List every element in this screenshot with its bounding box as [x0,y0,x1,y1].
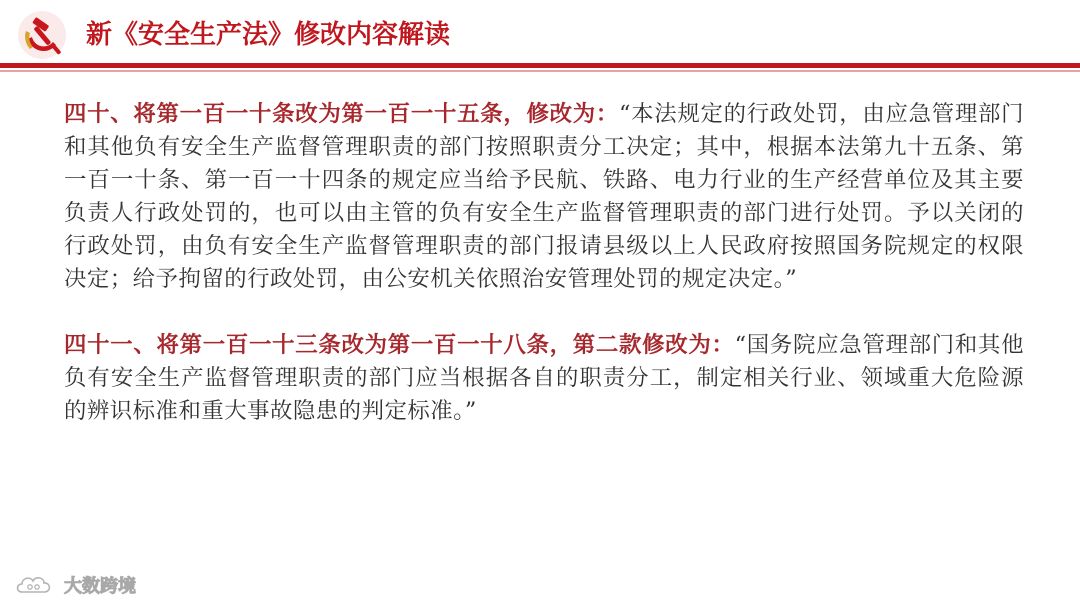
article-lead: 四十一、将第一百一十三条改为第一百一十八条，第二款修改为： [64,332,735,358]
cloud-logo-icon [14,572,58,598]
article-body: “本法规定的行政处罚，由应急管理部门和其他负有安全生产监督管理职责的部门按照职责分工决定；其中，根据本法第九十五条、第一百一十条、第一百一十四条的规定应当给予民航、铁路、电力行业的生产经营单位及其主要负责人行政处罚的，也可以由主管的负有安全生产监督管理职责的部门进行处罚。予以关闭的行政处罚，由负有安全生产监督管理职责的部门报请县级以上人民政府按照国务院规定的权限决定；给予拘留的行政处罚，由公安机关依照治安管理处罚的规定决定。” [64,101,1025,292]
watermark-text: 大数跨境 [64,576,136,597]
header-divider [0,63,1080,68]
watermark [14,571,136,599]
party-emblem-icon [16,9,68,61]
header [0,0,1080,72]
header-divider-thin [0,70,1080,72]
content-area [64,98,1024,428]
article-body: “国务院应急管理部门和其他负有安全生产监督管理职责的部门应当根据各自的职责分工，制定相关行业、领域重大危险源的辨识标准和重大事故隐患的判定标准。” [64,332,1025,424]
page-title: 新《安全生产法》修改内容解读 [86,20,451,50]
article-paragraph [64,98,1024,296]
article-paragraph [64,329,1024,428]
article-lead: 四十、将第一百一十条改为第一百一十五条，修改为： [64,101,619,127]
